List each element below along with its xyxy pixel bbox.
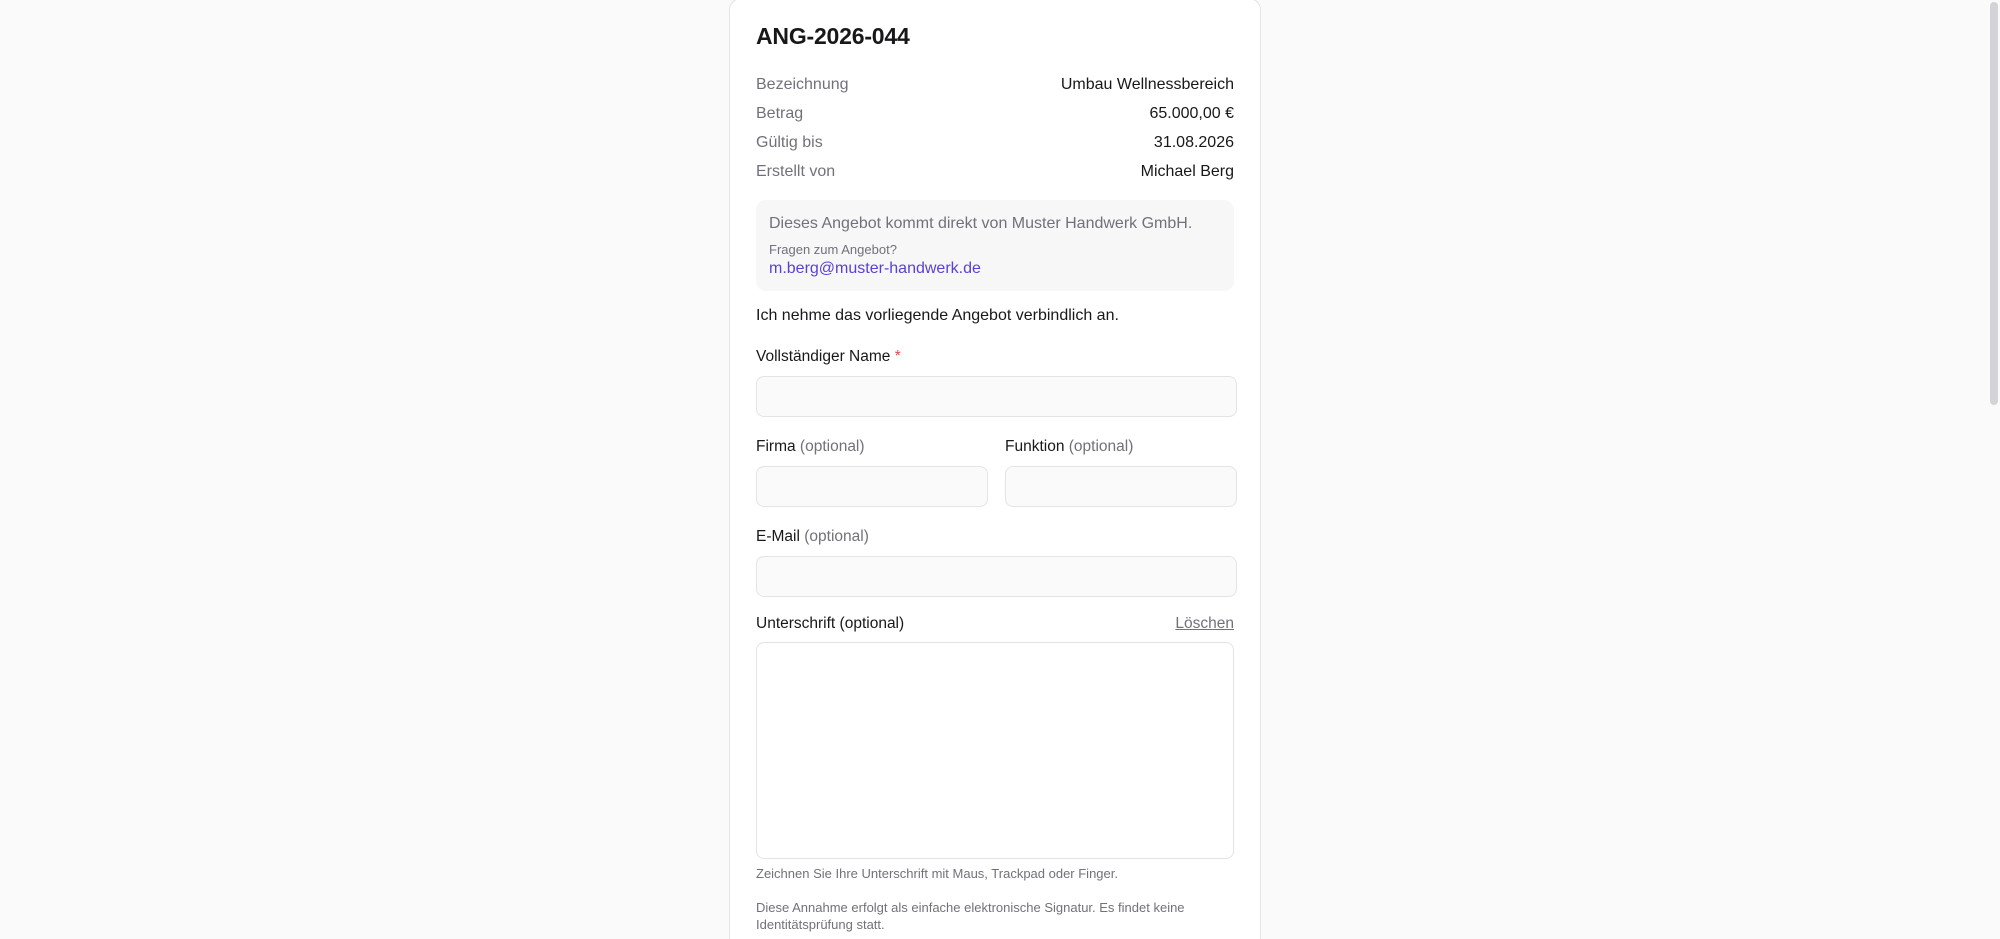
signature-pad[interactable]: [756, 642, 1234, 859]
offer-number-title: ANG-2026-044: [756, 23, 910, 49]
email-input[interactable]: [756, 556, 1237, 597]
detail-row-erstellt-von: [756, 161, 1234, 183]
info-question: Fragen zum Angebot?: [769, 242, 897, 257]
detail-value: Michael Berg: [1140, 163, 1234, 180]
company-label-text: Firma: [756, 438, 796, 455]
offer-card: [729, 0, 1261, 939]
detail-label: Betrag: [756, 105, 804, 122]
email-label-text: E-Mail: [756, 528, 800, 545]
signature-hint: Zeichnen Sie Ihre Unterschrift mit Maus, Trackpad oder Finger.: [756, 866, 1118, 881]
required-marker: *: [894, 348, 901, 365]
info-text: Dieses Angebot kommt direkt von Muster Handwerk GmbH.: [769, 215, 1193, 232]
detail-value: 31.08.2026: [1153, 134, 1234, 151]
name-label-text: Vollständiger Name: [756, 348, 891, 365]
full-name-input[interactable]: [756, 376, 1237, 417]
function-input[interactable]: [1005, 466, 1237, 507]
acceptance-statement: Ich nehme das vorliegende Angebot verbindlich an.: [756, 307, 1119, 324]
detail-row-gueltig-bis: [756, 132, 1234, 154]
detail-label: Bezeichnung: [756, 76, 849, 93]
legal-note: Diese Annahme erfolgt als einfache elektronische Signatur. Es findet keine Identitätsprüfung statt.: [756, 900, 1185, 932]
name-field-label: [756, 348, 901, 366]
detail-value: 65.000,00 €: [1149, 105, 1234, 122]
detail-row-bezeichnung: [756, 74, 1234, 96]
clear-signature-link[interactable]: Löschen: [1175, 615, 1234, 632]
page-scrollbar[interactable]: [1988, 0, 2000, 939]
detail-value: Umbau Wellnessbereich: [1060, 76, 1234, 93]
scrollbar-thumb[interactable]: [1990, 2, 1998, 405]
optional-marker: (optional): [804, 528, 869, 545]
company-field-label: [756, 438, 865, 456]
signature-label: Unterschrift (optional): [756, 615, 905, 632]
detail-label: Gültig bis: [756, 134, 823, 151]
optional-marker: (optional): [1068, 438, 1134, 455]
company-input[interactable]: [756, 466, 988, 507]
detail-label: Erstellt von: [756, 163, 836, 180]
contact-email-link[interactable]: m.berg@muster-handwerk.de: [769, 260, 981, 277]
function-field-label: [1005, 438, 1133, 456]
optional-marker: (optional): [799, 438, 865, 455]
detail-row-betrag: [756, 103, 1234, 125]
email-field-label: [756, 528, 869, 546]
contact-info-box: [756, 200, 1234, 291]
function-label-text: Funktion: [1005, 438, 1065, 455]
